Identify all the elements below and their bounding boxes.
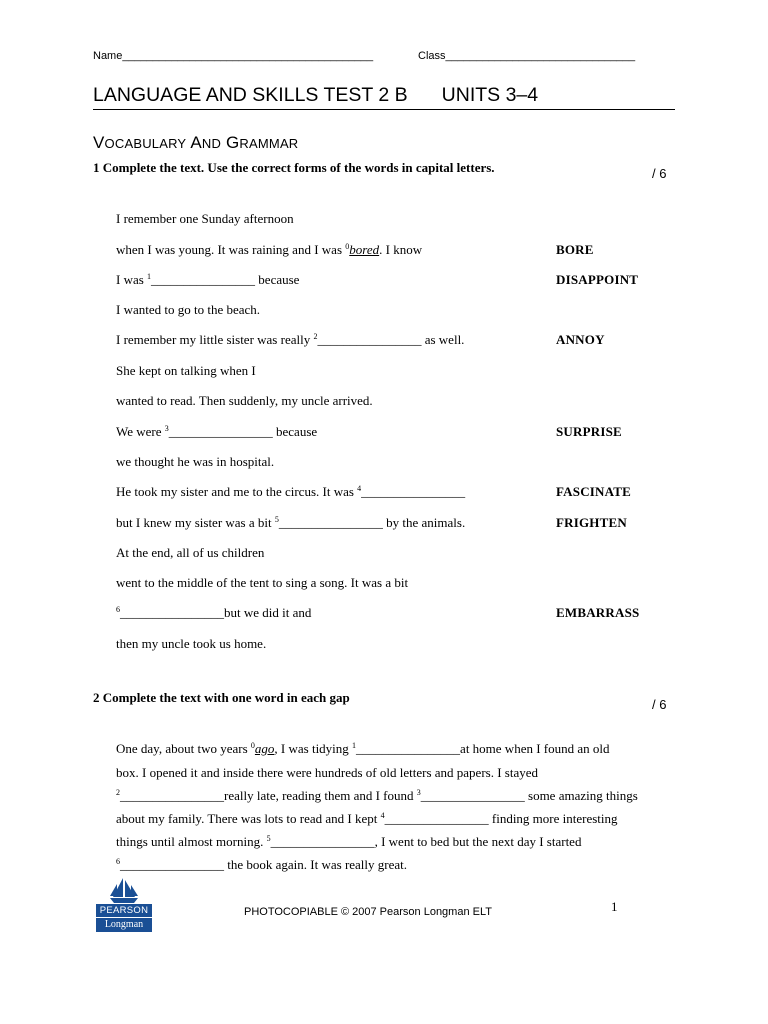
ex1-line-5: I remember my little sister was really $^2$________________ as well.: [116, 332, 465, 347]
ex1-line-10: He took my sister and me to the circus. It was $^4$________________: [116, 484, 466, 499]
ex1-line-11: but I knew my sister was a bit $^5$________________ by the animals.: [116, 515, 466, 530]
ex1-line-7: wanted to read. Then suddenly, my uncle arrived.: [116, 393, 373, 408]
ex1-line-1: I remember one Sunday afternoon: [116, 211, 294, 226]
page-title: [93, 84, 538, 107]
ex1-line-4: I wanted to go to the beach.: [116, 302, 261, 317]
ex1-line-14: $^6$________________but we did it and: [116, 605, 312, 620]
title-underline: [93, 109, 675, 110]
keyword-annoy: ANNOY: [556, 332, 605, 347]
ex2-line-4: about my family. There was lots to read and I kept $^4$________________ finding more interesting: [116, 811, 618, 826]
name-label: Name: [93, 50, 123, 62]
example-answer: bored: [349, 242, 380, 257]
exercise1-score: / 6: [652, 166, 667, 181]
ex1-line-15: then my uncle took us home.: [116, 636, 267, 651]
ex2-line-5: things until almost morning. $^5$________________, I went to bed but the next day I started: [116, 834, 582, 849]
copyright-footer: PHOTOCOPIABLE © 2007 Pearson Longman ELT: [244, 906, 492, 918]
ex1-line-6: She kept on talking when I: [116, 363, 256, 378]
keyword-fascinate: FASCINATE: [556, 484, 631, 499]
section-heading: VOCABULARY AND GRAMMAR: [93, 133, 299, 152]
class-label: Class: [418, 50, 446, 62]
keyword-surprise: SURPRISE: [556, 424, 622, 439]
exercise1-instruction: 1 Complete the text. Use the correct forms of the words in capital letters.: [93, 160, 495, 175]
page-number: 1: [611, 899, 618, 914]
ship-icon: [96, 876, 152, 904]
keyword-frighten: FRIGHTEN: [556, 515, 627, 530]
ex1-line-3: I was $^1$________________ because: [116, 272, 300, 287]
exercise2-score: / 6: [652, 697, 667, 712]
ex1-line-9: we thought he was in hospital.: [116, 454, 275, 469]
name-field: [93, 50, 373, 62]
ex1-line-13: went to the middle of the tent to sing a song. It was a bit: [116, 575, 409, 590]
pearson-longman-logo: PEARSON Longman: [96, 876, 152, 932]
class-field: [418, 50, 635, 62]
keyword-embarrass: EMBARRASS: [556, 605, 640, 620]
ex1-line-8: We were $^3$________________ because: [116, 424, 318, 439]
ex2-line-6: $^6$________________ the book again. It was really great.: [116, 857, 408, 872]
exercise2-instruction: 2 Complete the text with one word in each gap: [93, 690, 350, 705]
ex2-line-3: $^2$________________really late, reading them and I found $^3$________________ some amazing things: [116, 788, 638, 803]
name-blank: _________________________________________: [122, 50, 374, 62]
class-blank: _______________________________: [445, 50, 636, 62]
ex1-line-12: At the end, all of us children: [116, 545, 265, 560]
ex2-line-2: box. I opened it and inside there were hundreds of old letters and papers. I stayed: [116, 765, 539, 780]
ex2-line-1: One day, about two years $^0$ago, I was tidying $^1$________________at home when I found an old: [116, 741, 610, 756]
test-title: LANGUAGE AND SKILLS TEST 2 B: [93, 84, 408, 106]
example-answer-2: ago: [254, 741, 275, 756]
keyword-bore: BORE: [556, 242, 594, 257]
units-label: UNITS 3–4: [441, 84, 539, 106]
keyword-disappoint: DISAPPOINT: [556, 272, 639, 287]
ex1-line-2: when I was young. It was raining and I was $^0$bored. I know: [116, 242, 423, 257]
